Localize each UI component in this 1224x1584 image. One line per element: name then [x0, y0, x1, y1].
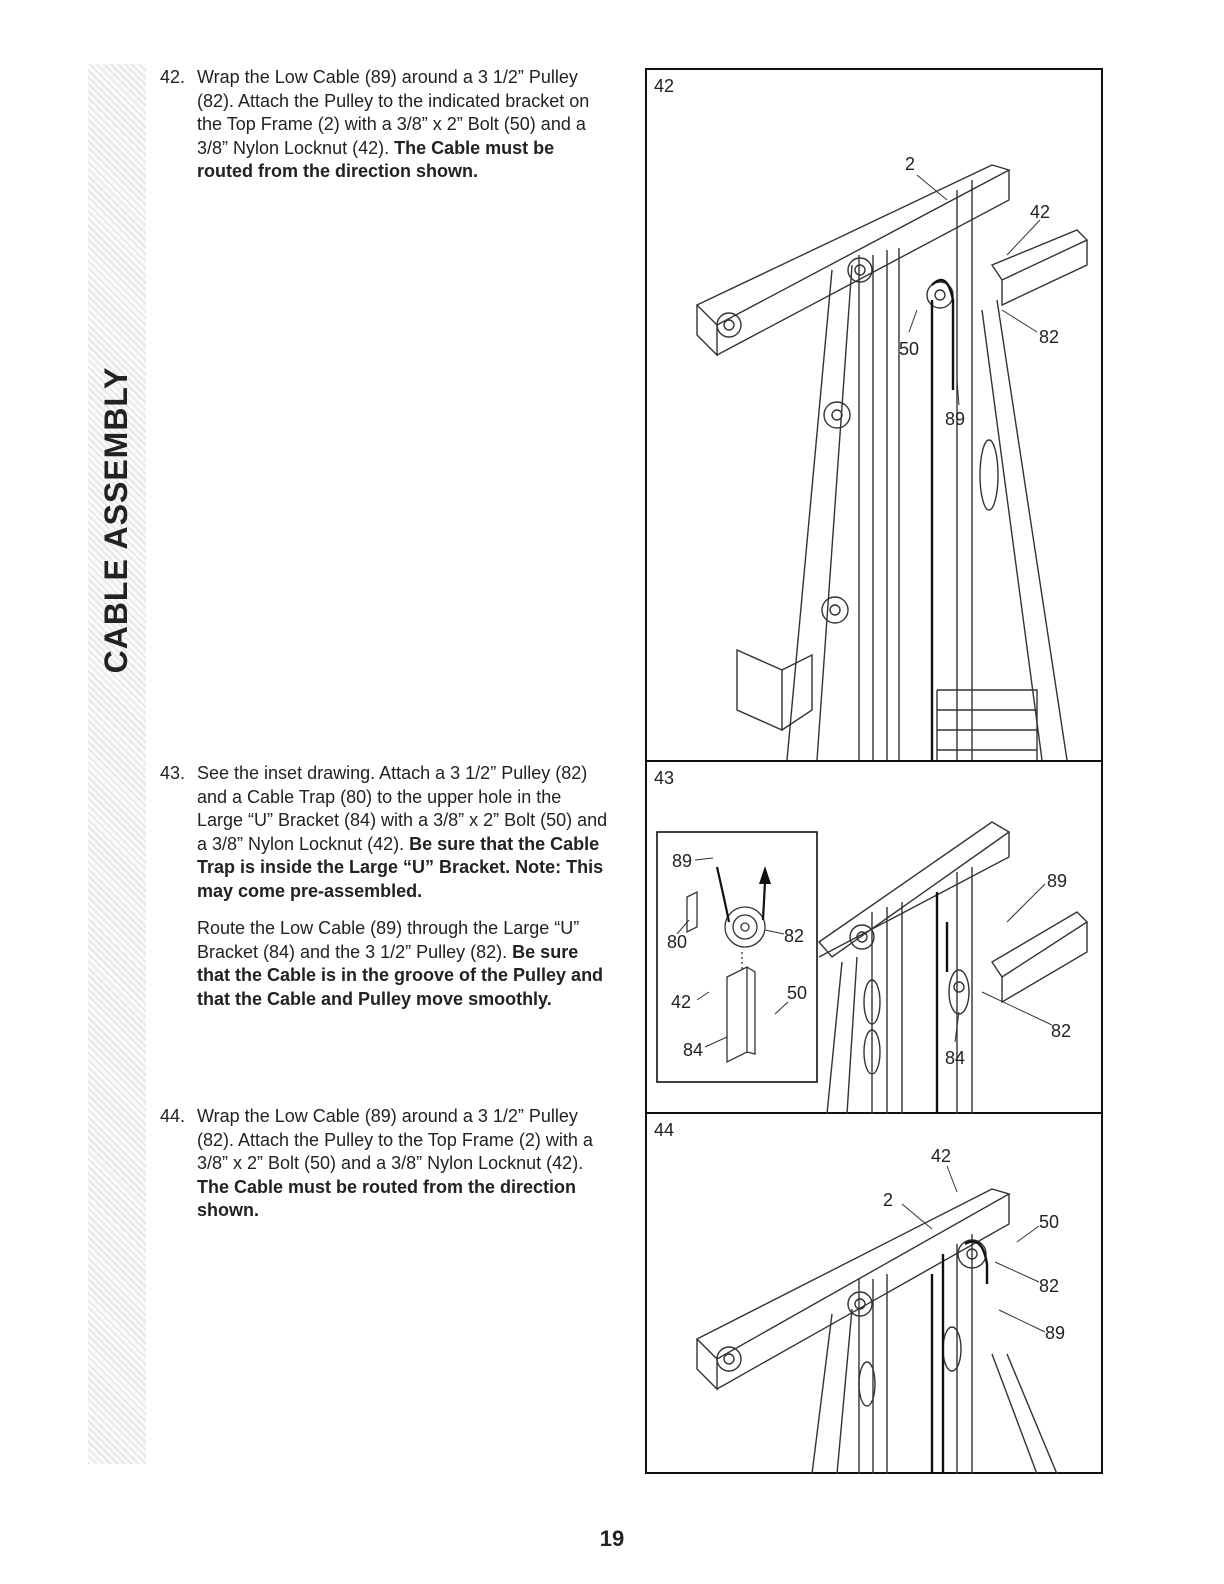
callout-label: 89 [945, 409, 966, 429]
step-paragraph [197, 66, 610, 184]
step-paragraph [197, 1105, 610, 1223]
callout-label: 84 [683, 1040, 704, 1060]
step-text: Wrap the Low Cable (89) around a 3 1/2” Pulley (82). Attach the Pulley to the indicated bracket on the Top Frame (2) with a 3/8” x 2” Bolt (50) and a 3/8” Nylon Locknut (42). [197, 67, 590, 158]
callout-label: 50 [899, 339, 920, 359]
frame-illustration [647, 1114, 1105, 1474]
frame-illustration [647, 70, 1105, 764]
step-43 [160, 762, 610, 1025]
callout-label: 80 [667, 932, 688, 952]
callout-label: 82 [784, 926, 805, 946]
callout-label: 42 [931, 1146, 952, 1166]
callout-label: 42 [1030, 202, 1051, 222]
step-emphasis: The Cable must be routed from the direction shown. [197, 1176, 577, 1220]
step-text: Wrap the Low Cable (89) around a 3 1/2” Pulley (82). Attach the Pulley to the Top Frame (2) with a 3/8” x 2” Bolt (50) and a 3/8” Nylon Locknut (42). [197, 1106, 593, 1173]
callout-label: 2 [883, 1190, 894, 1210]
figure-label: 43 [654, 768, 675, 788]
step-text: Route the Low Cable (89) through the Large “U” Bracket (84) and the 3 1/2” Pulley (82). [197, 918, 580, 962]
callout-label: 89 [1047, 871, 1068, 891]
step-paragraph [197, 917, 610, 1011]
callout-label: 42 [671, 992, 692, 1012]
step-emphasis: Be sure that the Cable Trap is inside the Large “U” Bracket. Note: This may come pre-assembled. [197, 833, 604, 901]
bracket-illustration [647, 762, 1105, 1114]
callout-label: 82 [1039, 1276, 1060, 1296]
callout-label: 50 [1039, 1212, 1060, 1232]
figure-44 [645, 1114, 1103, 1474]
section-title: CABLE ASSEMBLY [98, 366, 134, 674]
callout-label: 89 [672, 851, 693, 871]
figure-43 [645, 762, 1103, 1114]
callout-label: 89 [1045, 1323, 1066, 1343]
figure-label: 42 [654, 76, 675, 96]
callout-label: 50 [787, 983, 808, 1003]
step-number: 42. [160, 67, 186, 87]
figure-42 [645, 68, 1103, 762]
callout-label: 82 [1039, 327, 1060, 347]
page-number: 19 [599, 1526, 625, 1551]
step-paragraph [197, 762, 610, 903]
step-text: See the inset drawing. Attach a 3 1/2” Pulley (82) and a Cable Trap (80) to the upper hole in the Large “U” Bracket (84) with a 3/8” x 2” Bolt (50) and a 3/8” Nylon Locknut (42). [197, 763, 608, 854]
callout-label: 82 [1051, 1021, 1072, 1041]
callout-label: 2 [905, 154, 916, 174]
figure-label: 44 [654, 1120, 675, 1140]
step-number: 43. [160, 763, 186, 783]
step-44 [160, 1105, 610, 1237]
step-42 [160, 66, 610, 198]
callout-label: 84 [945, 1048, 966, 1068]
step-emphasis: The Cable must be routed from the direction shown. [197, 137, 555, 181]
step-emphasis: Be sure that the Cable is in the groove of the Pulley and that the Cable and Pulley move smoothly. [197, 941, 604, 1009]
step-number: 44. [160, 1106, 186, 1126]
